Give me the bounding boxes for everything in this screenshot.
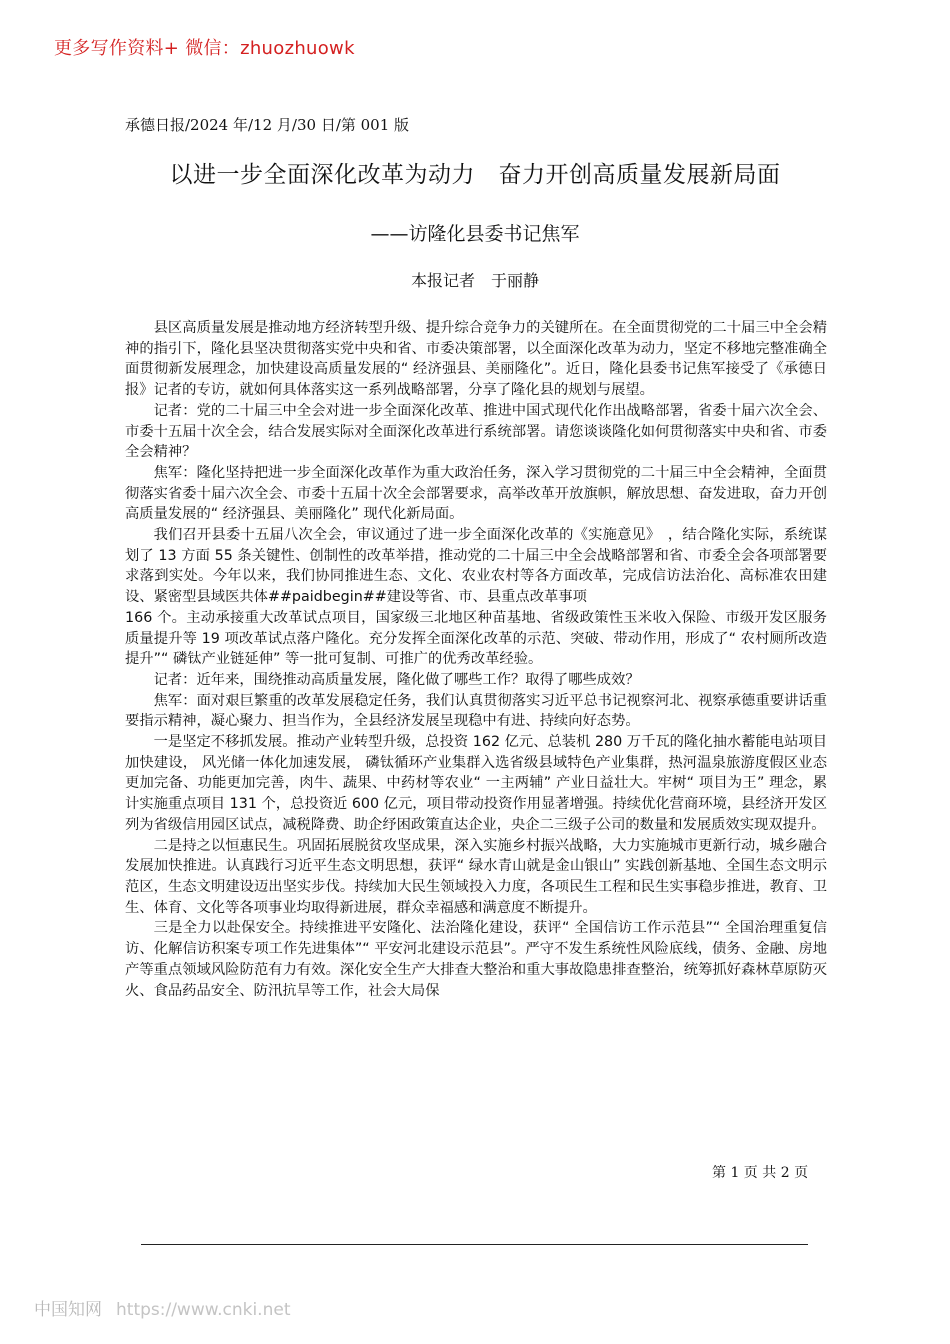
paragraph-answer-1-tail: 166 个。主动承接重大改革试点项目，国家级三北地区种苗基地、省级政策性玉米收入保险、市级开发区服务质量提升等 19 项改革试点落户隆化。充分发挥全面深化改革的示范、突破、带动作用，形成了“ 农村厕所改造提升”“ 磷钛产业链延伸” 等一批可复制、可推广的优秀改革经验。 — [125, 609, 827, 668]
page-number: 第 1 页 共 2 页 — [712, 1165, 809, 1181]
paragraph-answer-1-cont: 我们召开县委十五届八次全会，审议通过了进一步全面深化改革的《实施意见》 ，结合隆化实际，系统谋划了 13 方面 55 条关键性、创制性的改革举措，推动党的二十届三中全会战略部署和省、市委全会各项部署要求落到实处。今年以来，我们协同推进生态、文化、农业农村等各方面改革，完成信访法治化、高标准农田建设、紧密型县域医共体##paidbegin##建设等省、市、县重点改革事项 — [125, 527, 827, 606]
paragraph-intro: 县区高质量发展是推动地方经济转型升级、提升综合竞争力的关键所在。在全面贯彻党的二十届三中全会精神的指引下，隆化县坚决贯彻落实党中央和省、市委决策部署，以全面深化改革为动力，坚定不移地完整准确全面贯彻新发展理念，加快建设高质量发展的“ 经济强县、美丽隆化”。近日，隆化县委书记焦军接受了《承德日报》记者的专访，就如何具体落实这一系列战略部署，分享了隆化县的规划与展望。 — [125, 320, 827, 399]
paragraph-question-1: 记者：党的二十届三中全会对进一步全面深化改革、推进中国式现代化作出战略部署，省委十届六次全会、市委十五届十次全会，结合发展实际对全面深化改革进行系统部署。请您谈谈隆化如何贯彻落实中央和省、市委全会精神？ — [125, 402, 827, 461]
article-subtitle: ——访隆化县委书记焦军 — [370, 223, 580, 245]
byline: 本报记者 于丽静 — [410, 271, 539, 290]
source-line: 承德日报/2024 年/12 月/30 日/第 001 版 — [125, 116, 410, 134]
footer-divider — [141, 1244, 808, 1245]
paragraph-question-2: 记者：近年来，围绕推动高质量发展，隆化做了哪些工作？取得了哪些成效？ — [153, 671, 640, 688]
cnki-logo-text: 中国知网 — [34, 1300, 102, 1320]
paragraph-answer-1: 焦军：隆化坚持把进一步全面深化改革作为重大政治任务，深入学习贯彻党的二十届三中全会精神，全面贯彻落实省委十届六次全会、市委十五届十次全会部署要求，高举改革开放旗帜，解放思想、奋发进取，奋力开创高质量发展的“ 经济强县、美丽隆化” 现代化新局面。 — [125, 464, 827, 523]
footer-watermark — [34, 1295, 290, 1320]
article-body — [125, 318, 827, 1001]
paragraph-point-3: 三是全力以赴保安全。持续推进平安隆化、法治隆化建设，获评“ 全国信访工作示范县”“ 全国治理重复信访、化解信访积案专项工作先进集体”“ 平安河北建设示范县”。严守不发生系统性风险底线，债务、金融、房地产等重点领域风险防范有力有效。深化安全生产大排查大整治和重大事故隐患排查整治，统筹抓好森林草原防灭火、食品药品安全、防汛抗旱等工作，社会大局保 — [125, 920, 827, 999]
article-title: 以进一步全面深化改革为动力 奋力开创高质量发展新局面 — [169, 162, 781, 188]
cnki-site-url: https://www.cnki.net — [116, 1300, 291, 1320]
paragraph-answer-2: 焦军：面对艰巨繁重的改革发展稳定任务，我们认真贯彻落实习近平总书记视察河北、视察承德重要讲话重要指示精神，凝心聚力、担当作为，全县经济发展呈现稳中有进、持续向好态势。 — [125, 692, 827, 730]
paragraph-point-1: 一是坚定不移抓发展。推动产业转型升级，总投资 162 亿元、总装机 280 万千瓦的隆化抽水蓄能电站项目加快建设， 风光储一体化加速发展， 磷钛循环产业集群入选省级县域特色产业集群，热河温泉旅游度假区业态更加完备、功能更加完善，肉牛、蔬果、中药材等农业“ 一主两辅” 产业日益壮大。牢树“ 项目为王” 理念，累计实施重点项目 131 个，总投资近 600 亿元，项目带动投资作用显著增强。持续优化营商环境，县经济开发区列为省级信用园区试点，减税降费、助企纾困政策直达企业，央企二三级子公司的数量和发展质效实现双提升。 — [125, 734, 827, 833]
promo-banner: 更多写作资料+ 微信：zhuozhuowk — [54, 38, 355, 59]
paragraph-point-2: 二是持之以恒惠民生。巩固拓展脱贫攻坚成果，深入实施乡村振兴战略，大力实施城市更新行动，城乡融合发展加快推进。认真践行习近平生态文明思想，获评“ 绿水青山就是金山银山” 实践创新基地、全国生态文明示范区，生态文明建设迈出坚实步伐。持续加大民生领域投入力度，各项民生工程和民生实事稳步推进，教育、卫生、体育、文化等各项事业均取得新进展，群众幸福感和满意度不断提升。 — [125, 837, 827, 916]
